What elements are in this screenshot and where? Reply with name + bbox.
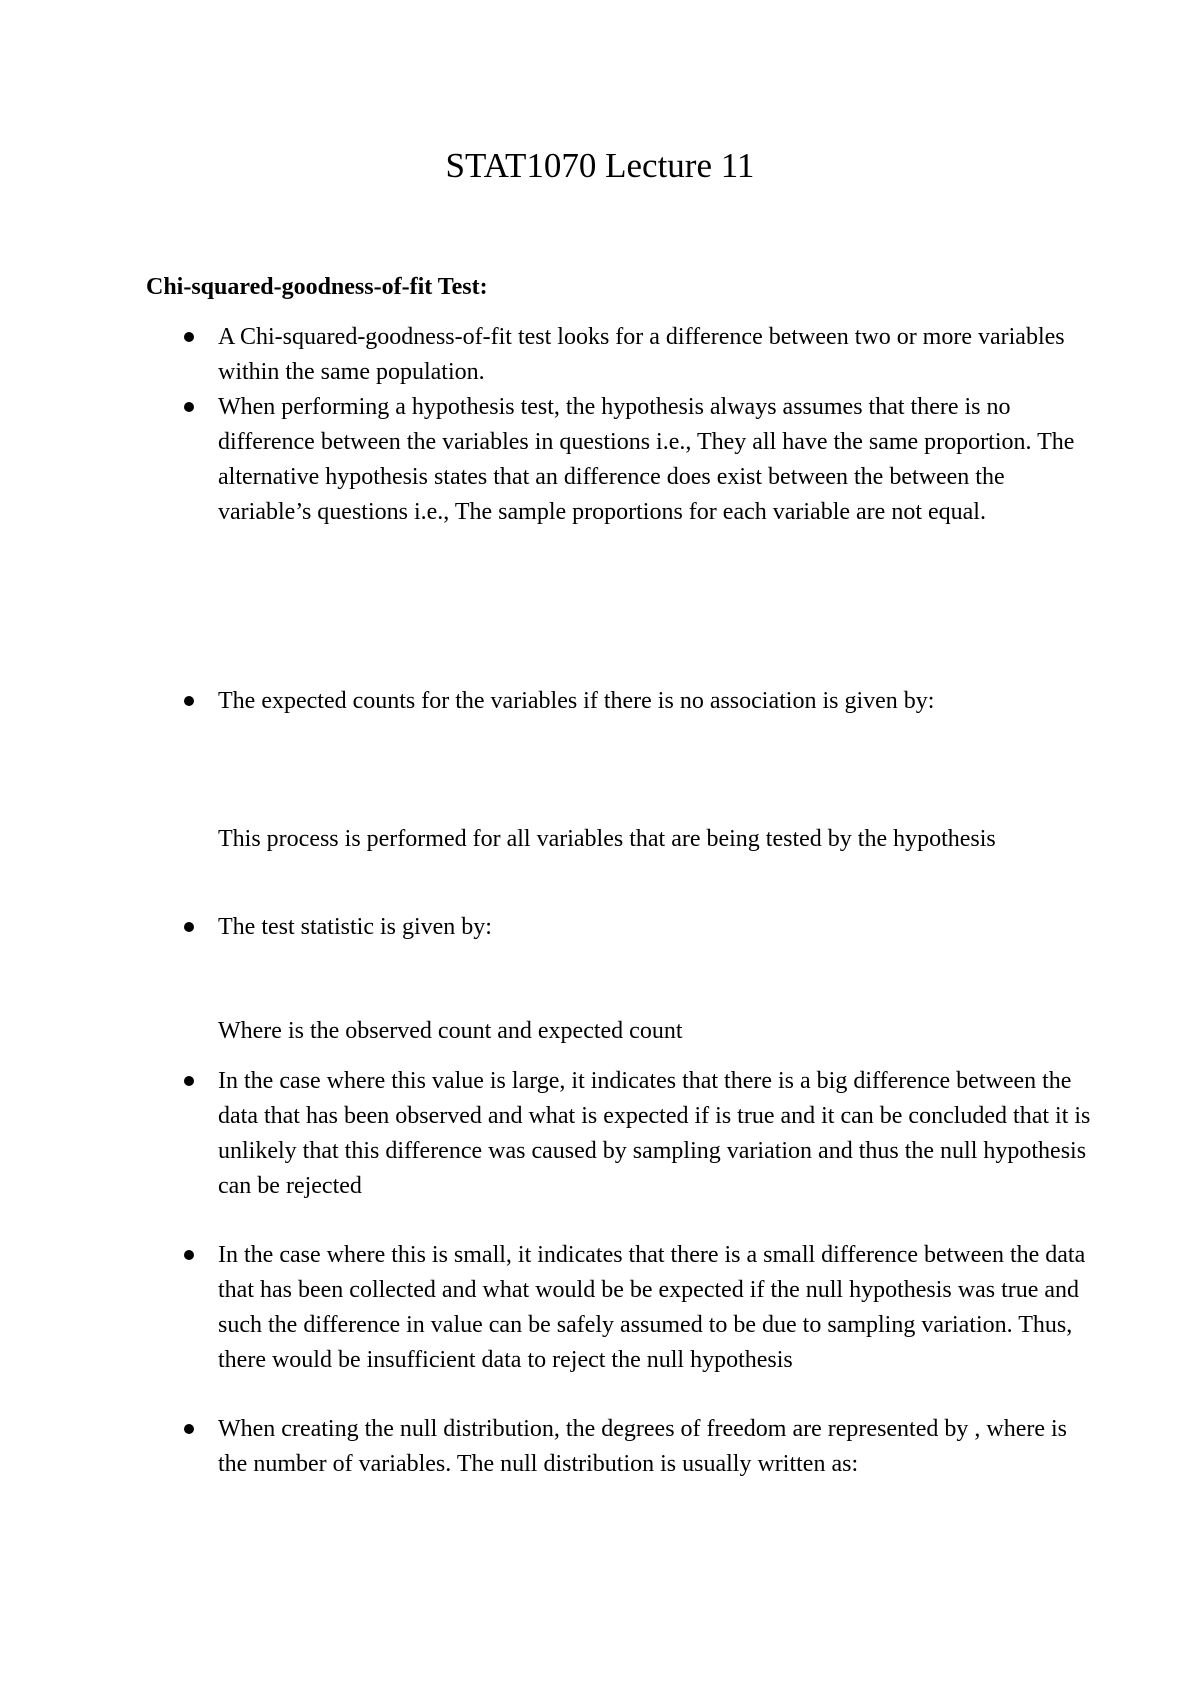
bullet-dot [184, 402, 194, 412]
bullet-hypothesis: When performing a hypothesis test, the hypothesis always assumes that there is no difference between the variables in questions i.e., They all have the same proportion. The alternative hypothesis states that an difference does exist between the between the variable’s questions i.e., The sample proportions for each variable are not equal. [218, 394, 1075, 525]
note-observed-count: Where is the observed count and expected count [218, 1018, 683, 1044]
bullet-large-value: In the case where this value is large, it indicates that there is a big difference between the data that has been observed and what is expected if is true and it can be concluded that it is unlikely that this difference was caused by sampling variation and thus the null hypothesis can be rejected [218, 1068, 1091, 1199]
bullet-dot [184, 696, 194, 706]
section-heading: Chi-squared-goodness-of-fit Test: [146, 274, 488, 300]
page-title: STAT1070 Lecture 11 [445, 146, 755, 185]
bullet-test-statistic: The test statistic is given by: [218, 914, 492, 940]
bullet-expected-counts: The expected counts for the variables if there is no association is given by: [218, 688, 935, 714]
bullet-dot [184, 1076, 194, 1086]
bullet-small-value: In the case where this is small, it indicates that there is a small difference between the data that has been collected and what would be be expected if the null hypothesis was true and such the difference in value can be safely assumed to be due to sampling variation. Thus, there would be insufficient data to reject the null hypothesis [218, 1242, 1086, 1373]
bullet-dot [184, 332, 194, 342]
bullet-dot [184, 1424, 194, 1434]
note-process: This process is performed for all variables that are being tested by the hypothesis [218, 826, 996, 852]
bullet-dot [184, 922, 194, 932]
bullet-definition: A Chi-squared-goodness-of-fit test looks for a difference between two or more variables within the same population. [218, 324, 1065, 385]
bullet-dot [184, 1250, 194, 1260]
bullet-null-distribution: When creating the null distribution, the degrees of freedom are represented by , where is the number of variables. The null distribution is usually written as: [218, 1416, 1068, 1477]
